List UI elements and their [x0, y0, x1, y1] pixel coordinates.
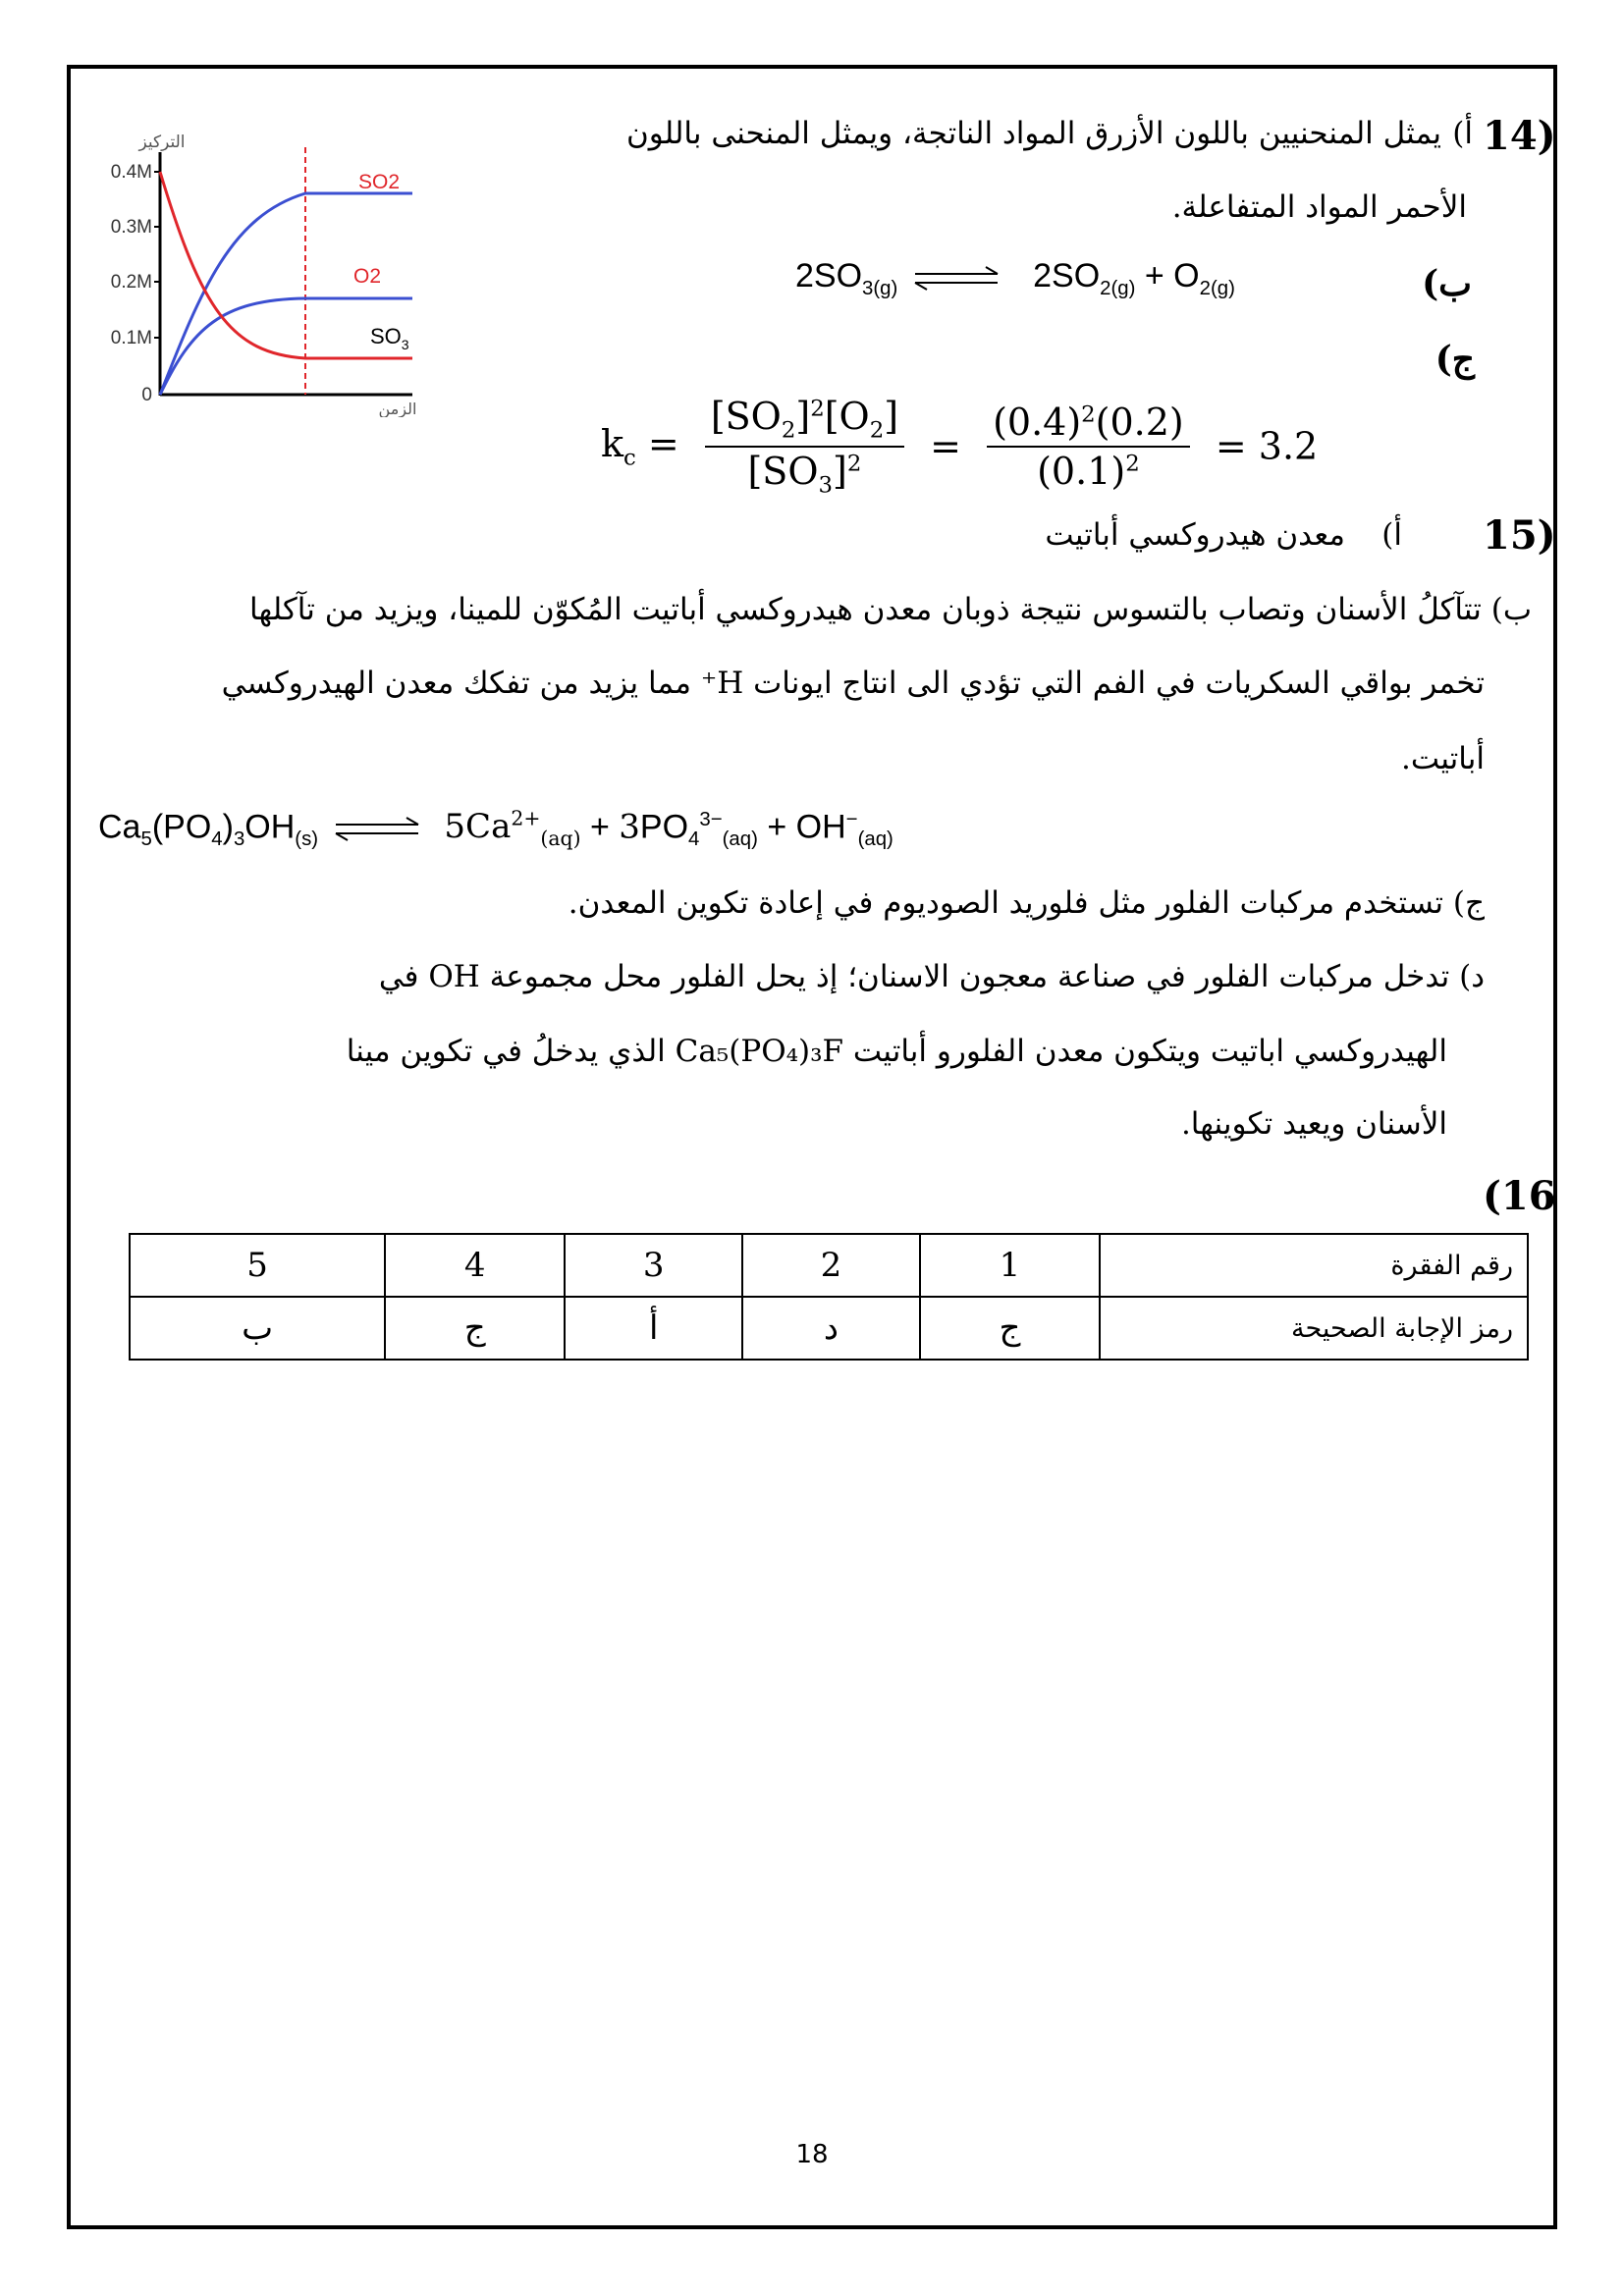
- q14-number: 14): [1483, 113, 1556, 159]
- table-row: [130, 1297, 1528, 1360]
- y-tick-label: 0: [141, 385, 152, 405]
- equilibrium-arrow-icon: [907, 265, 1005, 291]
- q16-number: (16: [1483, 1173, 1556, 1219]
- y-tick-label: 0.3M: [110, 217, 152, 238]
- q15-a-text: معدن هيدروكسي أباتيت: [1045, 517, 1345, 553]
- o2-legend: O2: [353, 265, 382, 288]
- q15-b-line2: تخمر بواقي السكريات في الفم التي تؤدي الى انتاج ايونات H⁺ مما يزيد من تفكك معدن الهيدروكسي: [221, 666, 1485, 701]
- q15-number: 15): [1483, 512, 1556, 559]
- y-tick-label: 0.2M: [110, 272, 152, 293]
- table-cell: ج: [920, 1297, 1100, 1360]
- table-cell: 2: [742, 1234, 920, 1297]
- kc-expression: $k_c$ = $\frac{[SO_2]^2[O_2]}{[SO_3]^2}$ = $\frac{(0.4)^2(0.2)}{(0.1)^2}$ = 3.2: [601, 395, 1319, 499]
- q14-b-label: ب): [1422, 263, 1472, 304]
- q14-a-label: أ): [1452, 116, 1473, 151]
- y-axis-label: التركيز: [138, 133, 186, 152]
- y-tick-label: 0.1M: [110, 328, 152, 348]
- equilibrium-arrow-icon: [328, 816, 426, 841]
- y-tick-label: 0.4M: [110, 162, 152, 183]
- q14-b-equation: $2SO_{3(g)}$ $2SO_{2(g)} + O_{2(g)}$: [795, 257, 1235, 299]
- kc-values-fraction: $\frac{(0.4)^2(0.2)}{(0.1)^2}$: [987, 400, 1190, 493]
- page-number: 18: [795, 2140, 829, 2169]
- q15-d-line3: الأسنان ويعيد تكوينها.: [1180, 1106, 1447, 1142]
- table-header: رمز الإجابة الصحيحة: [1100, 1297, 1528, 1360]
- q14-a-line1: يمثل المنحنيين باللون الأزرق المواد الناتجة، ويمثل المنحنى باللون: [625, 116, 1441, 151]
- q15-dissociation-equation: $Ca_5(PO_4)_3OH_{(s)}$ $5Ca^{2+}_{(aq)} + 3PO_4^{3-}_{(aq)} + OH^-_{(aq)}$: [98, 807, 893, 851]
- q15-d-line1: د) تدخل مركبات الفلور في صناعة معجون الاسنان؛ إذ يحل الفلور محل مجموعة OH في: [378, 959, 1485, 994]
- q14-c-label: ج): [1435, 339, 1475, 380]
- x-axis-label: الزمن: [378, 400, 417, 417]
- table-cell: 4: [385, 1234, 565, 1297]
- so3-legend: $SO_3$: [370, 324, 409, 352]
- q15-c-text: ج) تستخدم مركبات الفلور مثل فلوريد الصوديوم في إعادة تكوين المعدن.: [568, 885, 1485, 921]
- q15-a-label: أ): [1381, 517, 1402, 553]
- q14-a-line2: الأحمر المواد المتفاعلة.: [1171, 189, 1467, 225]
- q15-d-line2: الهيدروكسي اباتيت ويتكون معدن الفلورو أباتيت Ca₅(PO₄)₃F الذي يدخلُ في تكوين مينا: [346, 1034, 1447, 1069]
- concentration-time-chart: [93, 123, 447, 417]
- q15-b-line1: ب) تتآكلُ الأسنان وتصاب بالتسوس نتيجة ذوبان معدن هيدروكسي أباتيت المُكوّن للمينا، ويزيد من تآكلها: [249, 592, 1532, 627]
- kc-result: = 3.2: [1215, 424, 1319, 468]
- table-cell: 3: [565, 1234, 742, 1297]
- table-header: رقم الفقرة: [1100, 1234, 1528, 1297]
- q15-b-line3: أباتيت.: [1401, 741, 1485, 776]
- table-cell: د: [742, 1297, 920, 1360]
- table-cell: ب: [130, 1297, 385, 1360]
- table-cell: ج: [385, 1297, 565, 1360]
- so2-curve: [160, 193, 412, 395]
- kc-fraction: $\frac{[SO_2]^2[O_2]}{[SO_3]^2}$: [705, 395, 904, 498]
- table-row: [130, 1234, 1528, 1297]
- so2-legend: SO2: [358, 171, 401, 193]
- table-cell: 1: [920, 1234, 1100, 1297]
- answer-table: [129, 1233, 1529, 1361]
- table-cell: أ: [565, 1297, 742, 1360]
- table-cell: 5: [130, 1234, 385, 1297]
